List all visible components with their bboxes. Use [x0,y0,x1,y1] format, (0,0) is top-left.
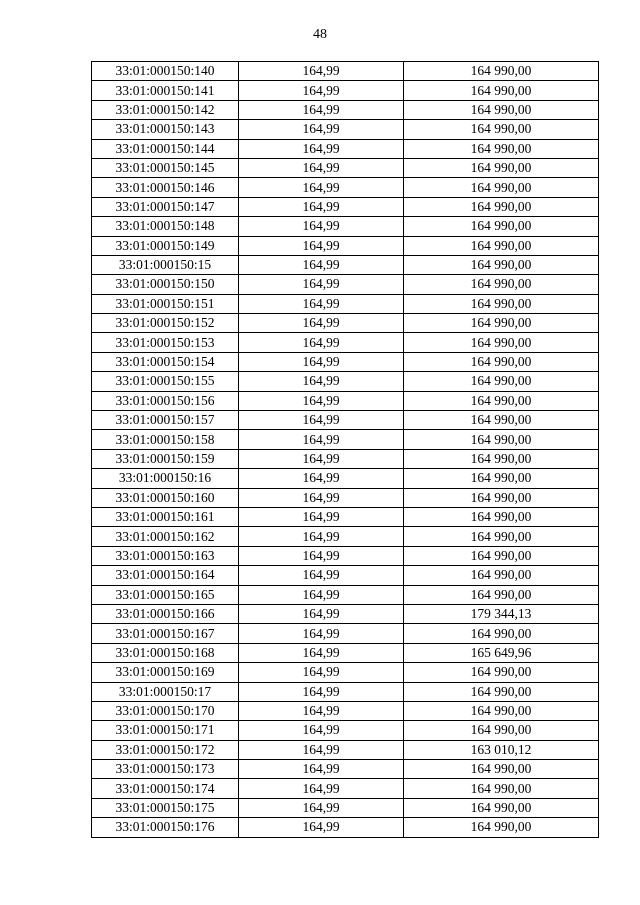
value-cell: 164 990,00 [404,469,599,488]
table-row [92,275,599,294]
area-cell: 164,99 [239,488,404,507]
value-cell: 164 990,00 [404,760,599,779]
area-cell: 164,99 [239,585,404,604]
cadastral-number-cell: 33:01:000150:165 [92,585,239,604]
table-row [92,178,599,197]
table-row [92,314,599,333]
value-cell: 164 990,00 [404,488,599,507]
table-row [92,62,599,81]
table-row [92,663,599,682]
value-cell: 164 990,00 [404,255,599,274]
area-cell: 164,99 [239,81,404,100]
value-cell: 164 990,00 [404,682,599,701]
cadastral-number-cell: 33:01:000150:148 [92,217,239,236]
value-cell: 164 990,00 [404,527,599,546]
cadastral-number-cell: 33:01:000150:163 [92,546,239,565]
table-row [92,507,599,526]
value-cell: 164 990,00 [404,546,599,565]
cadastral-number-cell: 33:01:000150:170 [92,701,239,720]
cadastral-number-cell: 33:01:000150:152 [92,314,239,333]
value-cell: 164 990,00 [404,818,599,837]
value-cell: 164 990,00 [404,585,599,604]
value-cell: 164 990,00 [404,391,599,410]
cadastral-number-cell: 33:01:000150:173 [92,760,239,779]
area-cell: 164,99 [239,352,404,371]
table-row [92,372,599,391]
area-cell: 164,99 [239,682,404,701]
cadastral-number-cell: 33:01:000150:158 [92,430,239,449]
value-cell: 164 990,00 [404,779,599,798]
area-cell: 164,99 [239,236,404,255]
value-cell: 164 990,00 [404,663,599,682]
table-row [92,624,599,643]
table-row [92,818,599,837]
table-row [92,236,599,255]
cadastral-number-cell: 33:01:000150:147 [92,197,239,216]
area-cell: 164,99 [239,566,404,585]
area-cell: 164,99 [239,798,404,817]
cadastral-number-cell: 33:01:000150:155 [92,372,239,391]
table-row [92,197,599,216]
area-cell: 164,99 [239,779,404,798]
area-cell: 164,99 [239,391,404,410]
cadastral-number-cell: 33:01:000150:143 [92,120,239,139]
area-cell: 164,99 [239,449,404,468]
table-row [92,604,599,623]
area-cell: 164,99 [239,217,404,236]
cadastral-number-cell: 33:01:000150:150 [92,275,239,294]
table-row [92,488,599,507]
cadastral-number-cell: 33:01:000150:16 [92,469,239,488]
cadastral-number-cell: 33:01:000150:169 [92,663,239,682]
table-row [92,100,599,119]
value-cell: 164 990,00 [404,314,599,333]
table-row [92,469,599,488]
table-row [92,411,599,430]
page-number: 48 [313,27,327,42]
area-cell: 164,99 [239,643,404,662]
table-row [92,643,599,662]
cadastral-number-cell: 33:01:000150:172 [92,740,239,759]
table-row [92,217,599,236]
area-cell: 164,99 [239,507,404,526]
cadastral-number-cell: 33:01:000150:17 [92,682,239,701]
table-body [92,62,599,838]
cadastral-number-cell: 33:01:000150:140 [92,62,239,81]
value-cell: 164 990,00 [404,120,599,139]
value-cell: 164 990,00 [404,217,599,236]
cadastral-number-cell: 33:01:000150:167 [92,624,239,643]
cadastral-number-cell: 33:01:000150:141 [92,81,239,100]
value-cell: 164 990,00 [404,81,599,100]
value-cell: 164 990,00 [404,178,599,197]
table-row [92,333,599,352]
value-cell: 164 990,00 [404,372,599,391]
value-cell: 164 990,00 [404,275,599,294]
area-cell: 164,99 [239,604,404,623]
area-cell: 164,99 [239,178,404,197]
area-cell: 164,99 [239,255,404,274]
table-row [92,779,599,798]
value-cell: 164 990,00 [404,449,599,468]
value-cell: 164 990,00 [404,566,599,585]
value-cell: 164 990,00 [404,411,599,430]
area-cell: 164,99 [239,411,404,430]
value-cell: 163 010,12 [404,740,599,759]
table-row [92,527,599,546]
cadastral-number-cell: 33:01:000150:146 [92,178,239,197]
value-cell: 164 990,00 [404,100,599,119]
area-cell: 164,99 [239,760,404,779]
area-cell: 164,99 [239,139,404,158]
area-cell: 164,99 [239,818,404,837]
value-cell: 164 990,00 [404,624,599,643]
area-cell: 164,99 [239,275,404,294]
cadastral-number-cell: 33:01:000150:176 [92,818,239,837]
cadastral-number-cell: 33:01:000150:175 [92,798,239,817]
table-row [92,546,599,565]
cadastral-number-cell: 33:01:000150:174 [92,779,239,798]
value-cell: 164 990,00 [404,701,599,720]
table-row [92,294,599,313]
cadastral-number-cell: 33:01:000150:162 [92,527,239,546]
cadastral-number-cell: 33:01:000150:159 [92,449,239,468]
table-row [92,352,599,371]
value-cell: 179 344,13 [404,604,599,623]
cadastral-number-cell: 33:01:000150:160 [92,488,239,507]
table-row [92,81,599,100]
table-row [92,139,599,158]
cadastral-number-cell: 33:01:000150:161 [92,507,239,526]
area-cell: 164,99 [239,721,404,740]
value-cell: 164 990,00 [404,294,599,313]
value-cell: 164 990,00 [404,158,599,177]
area-cell: 164,99 [239,333,404,352]
cadastral-number-cell: 33:01:000150:157 [92,411,239,430]
value-cell: 164 990,00 [404,197,599,216]
table-row [92,585,599,604]
value-cell: 164 990,00 [404,798,599,817]
area-cell: 164,99 [239,469,404,488]
area-cell: 164,99 [239,314,404,333]
area-cell: 164,99 [239,430,404,449]
area-cell: 164,99 [239,546,404,565]
value-cell: 164 990,00 [404,430,599,449]
area-cell: 164,99 [239,663,404,682]
cadastral-number-cell: 33:01:000150:168 [92,643,239,662]
value-cell: 164 990,00 [404,352,599,371]
area-cell: 164,99 [239,197,404,216]
table-row [92,721,599,740]
cadastral-number-cell: 33:01:000150:154 [92,352,239,371]
value-cell: 165 649,96 [404,643,599,662]
table-row [92,158,599,177]
cadastral-number-cell: 33:01:000150:153 [92,333,239,352]
table-row [92,682,599,701]
area-cell: 164,99 [239,701,404,720]
table-row [92,566,599,585]
data-table [91,61,599,838]
table-row [92,391,599,410]
area-cell: 164,99 [239,624,404,643]
cadastral-number-cell: 33:01:000150:156 [92,391,239,410]
table-row [92,760,599,779]
area-cell: 164,99 [239,372,404,391]
area-cell: 164,99 [239,100,404,119]
table-row [92,449,599,468]
area-cell: 164,99 [239,294,404,313]
value-cell: 164 990,00 [404,236,599,255]
value-cell: 164 990,00 [404,139,599,158]
value-cell: 164 990,00 [404,721,599,740]
table-row [92,798,599,817]
table-row [92,430,599,449]
cadastral-number-cell: 33:01:000150:164 [92,566,239,585]
value-cell: 164 990,00 [404,62,599,81]
area-cell: 164,99 [239,62,404,81]
value-cell: 164 990,00 [404,507,599,526]
cadastral-number-cell: 33:01:000150:151 [92,294,239,313]
value-cell: 164 990,00 [404,333,599,352]
area-cell: 164,99 [239,740,404,759]
cadastral-number-cell: 33:01:000150:144 [92,139,239,158]
cadastral-number-cell: 33:01:000150:142 [92,100,239,119]
area-cell: 164,99 [239,158,404,177]
cadastral-number-cell: 33:01:000150:171 [92,721,239,740]
table-row [92,120,599,139]
cadastral-number-cell: 33:01:000150:145 [92,158,239,177]
cadastral-number-cell: 33:01:000150:166 [92,604,239,623]
area-cell: 164,99 [239,120,404,139]
cadastral-number-cell: 33:01:000150:15 [92,255,239,274]
area-cell: 164,99 [239,527,404,546]
table-row [92,701,599,720]
table-row [92,740,599,759]
cadastral-number-cell: 33:01:000150:149 [92,236,239,255]
table-row [92,255,599,274]
